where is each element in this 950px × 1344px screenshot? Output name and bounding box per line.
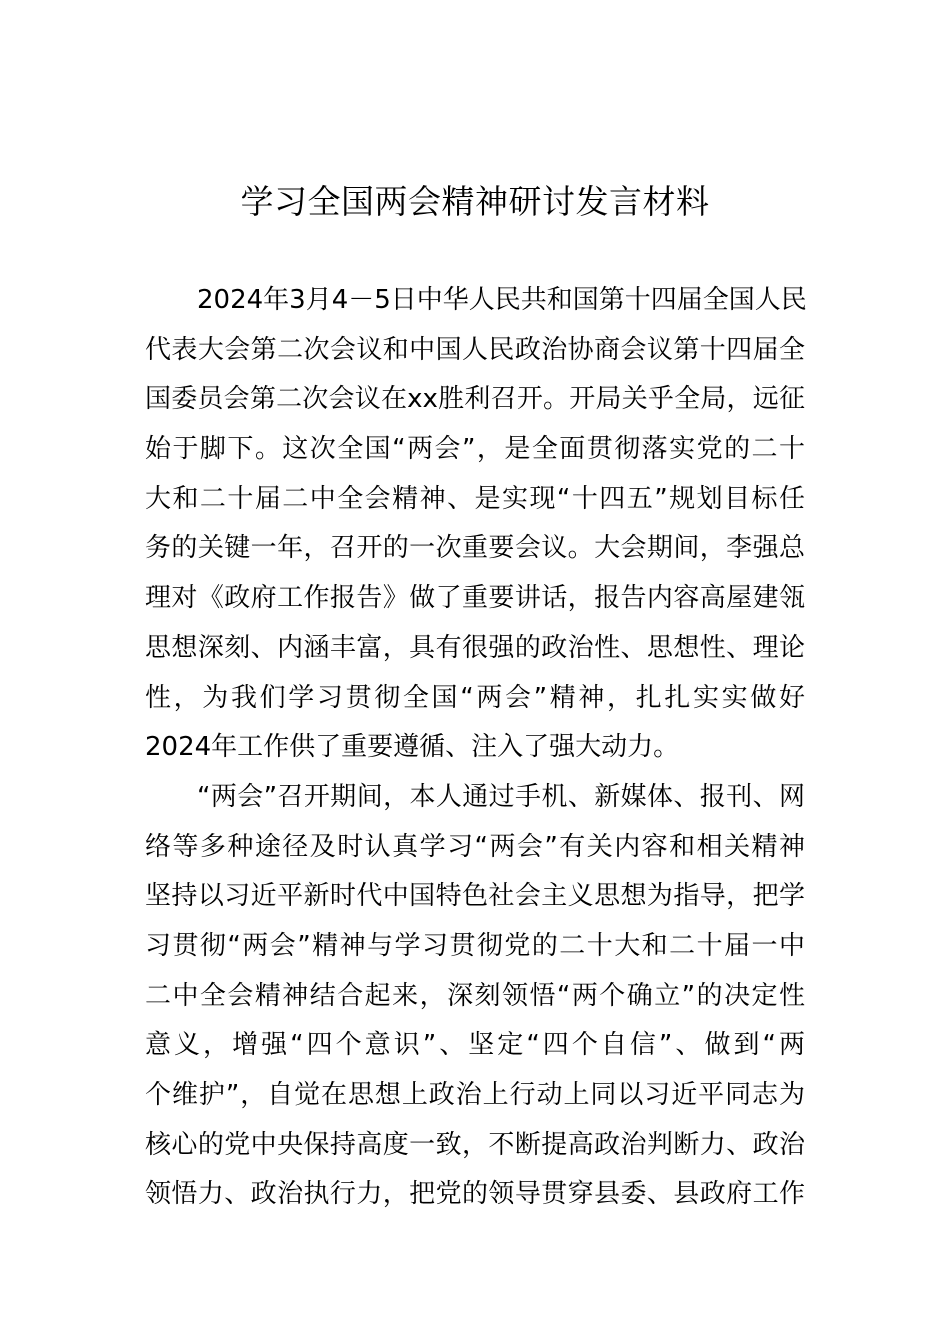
text-line: 个维护”，自觉在思想上政治上行动上同以习近平同志为 [145, 1080, 805, 1110]
text-line: 习贯彻“两会”精神与学习贯彻党的二十大和二十届一中 [145, 930, 805, 961]
text-line: “两会”召开期间，本人通过手机、新媒体、报刊、网 [197, 781, 805, 812]
text-line: 性，为我们学习贯彻全国“两会”精神，扎扎实实做好 [145, 682, 805, 713]
text-line: 务的关键一年，召开的一次重要会议。大会期间，李强总 [145, 533, 805, 564]
text-line: 络等多种途径及时认真学习“两会”有关内容和相关精神 [145, 831, 805, 862]
text-line: 2024年工作供了重要遵循、注入了强大动力。 [145, 732, 680, 763]
text-line: 大和二十届二中全会精神、是实现“十四五”规划目标任 [145, 483, 805, 514]
text-line: 意义，增强“四个意识”、坚定“四个自信”、做到“两 [145, 1030, 805, 1061]
document-title: 学习全国两会精神研讨发言材料 [240, 182, 710, 221]
text-line: 二中全会精神结合起来，深刻领悟“两个确立”的决定性 [145, 980, 805, 1011]
text-line: 国委员会第二次会议在xx胜利召开。开局关乎全局，远征 [145, 384, 805, 415]
paragraph-2 [145, 773, 805, 1220]
text-line: 代表大会第二次会议和中国人民政治协商会议第十四届全 [145, 334, 805, 365]
text-line: 领悟力、政治执行力，把党的领导贯穿县委、县政府工作 [145, 1179, 805, 1210]
text-line: 坚持以习近平新时代中国特色社会主义思想为指导，把学 [145, 881, 805, 912]
paragraph-1 [145, 276, 805, 773]
text-line: 始于脚下。这次全国“两会”，是全面贯彻落实党的二十 [145, 434, 805, 465]
document-body [145, 276, 805, 1220]
text-line: 2024年3月4－5日中华人民共和国第十四届全国人民 [197, 285, 807, 315]
text-line: 理对《政府工作报告》做了重要讲话，报告内容高屋建瓴 [145, 583, 805, 614]
text-line: 思想深刻、内涵丰富，具有很强的政治性、思想性、理论 [145, 632, 805, 663]
text-line: 核心的党中央保持高度一致，不断提高政治判断力、政治 [145, 1129, 805, 1160]
